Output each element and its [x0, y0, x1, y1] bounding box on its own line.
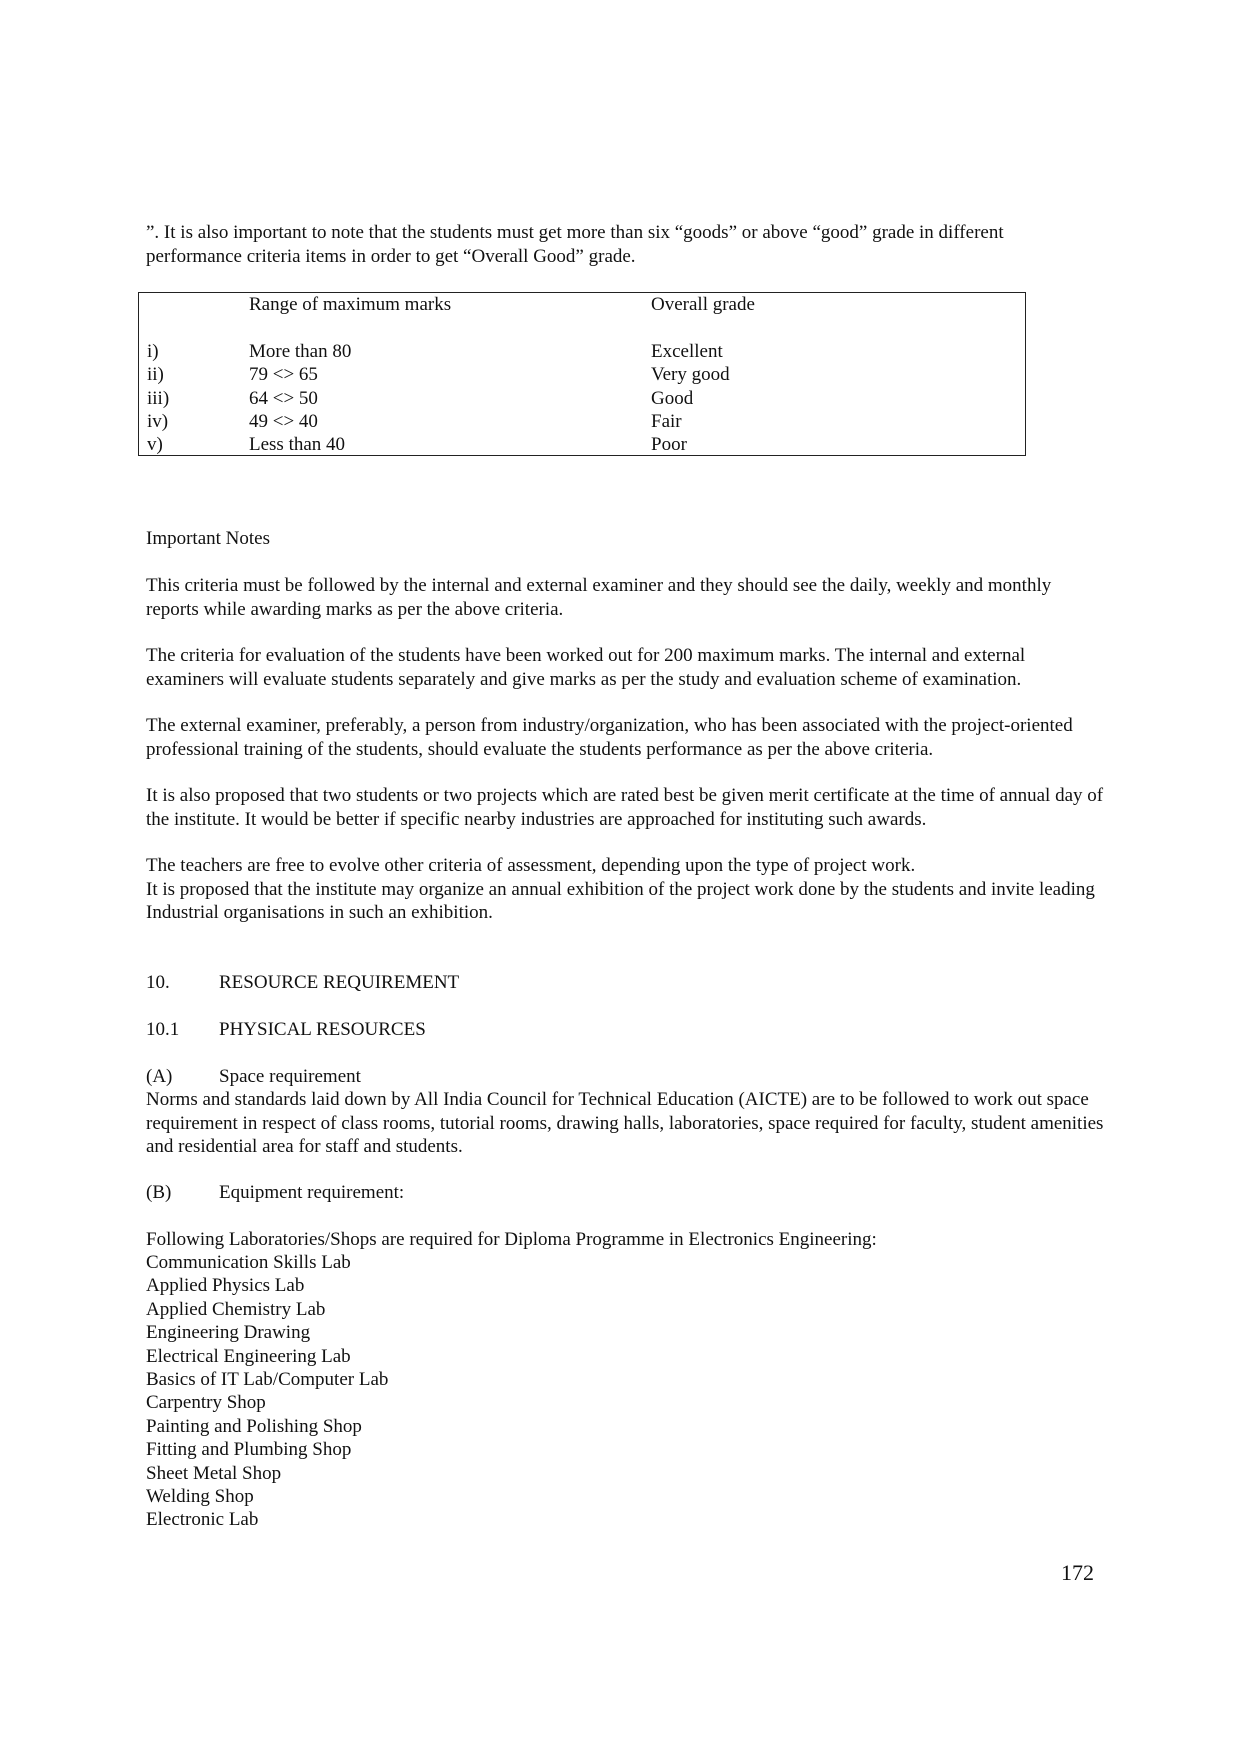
grade-row-number: iii)	[147, 388, 170, 409]
space-requirement-text: Norms and standards laid down by All India Council for Technical Education (AICTE) are to be followed to work out space requirement in respect of class rooms, tutorial rooms, drawing halls, laboratories, space required for faculty, student amenities and residential area for staff and students.	[146, 1089, 1104, 1157]
item-b-label: (B)	[146, 1182, 172, 1203]
item-b-title: Equipment requirement:	[219, 1182, 405, 1203]
intro-paragraph: ”. It is also important to note that the students must get more than six “goods” or above “good” grade in different performance criteria items in order to get “Overall Good” grade.	[146, 222, 1004, 267]
grade-row-range: 64 <> 50	[249, 388, 318, 409]
item-a-heading	[146, 1065, 361, 1089]
item-a-title: Space requirement	[219, 1066, 361, 1087]
list-item: Engineering Drawing	[146, 1322, 311, 1344]
section-number: 10.	[146, 972, 170, 993]
grade-row-grade: Fair	[651, 411, 682, 432]
list-item: Electronic Lab	[146, 1509, 259, 1531]
grade-row-grade: Excellent	[651, 341, 723, 362]
grade-row-range: 49 <> 40	[249, 411, 318, 432]
subsection-number: 10.1	[146, 1019, 180, 1040]
note-paragraph-block	[146, 854, 1106, 925]
note-paragraph: This criteria must be followed by the internal and external examiner and they should see the daily, weekly and monthly reports while awarding marks as per the above criteria.	[146, 575, 1052, 620]
list-item: Sheet Metal Shop	[146, 1462, 282, 1484]
item-b-heading	[146, 1181, 404, 1205]
grade-row-number: iv)	[147, 411, 169, 432]
grade-table-header-range: Range of maximum marks	[249, 294, 452, 315]
section-heading	[146, 971, 459, 995]
list-item: Basics of IT Lab/Computer Lab	[146, 1368, 389, 1390]
list-item: Applied Physics Lab	[146, 1275, 305, 1297]
list-item: Communication Skills Lab	[146, 1252, 351, 1273]
list-item: Applied Chemistry Lab	[146, 1298, 326, 1320]
labs-list	[146, 1251, 388, 1532]
list-item: Painting and Polishing Shop	[146, 1415, 362, 1437]
note-paragraph: The teachers are free to evolve other criteria of assessment, depending upon the type of project work.	[146, 855, 916, 876]
section-title: RESOURCE REQUIREMENT	[219, 972, 460, 993]
grade-row-grade: Poor	[651, 434, 687, 455]
grade-row-range: 79 <> 65	[249, 364, 318, 385]
note-paragraph: It is also proposed that two students or two projects which are rated best be given merit certificate at the time of annual day of the institute. It would be better if specific nearby industries are approached for instituting such awards.	[146, 785, 1104, 830]
grade-row-grade: Good	[651, 388, 694, 409]
grade-row-number: i)	[147, 341, 159, 362]
list-item: Welding Shop	[146, 1485, 254, 1507]
list-item: Fitting and Plumbing Shop	[146, 1439, 352, 1461]
list-item: Electrical Engineering Lab	[146, 1345, 351, 1367]
subsection-title: PHYSICAL RESOURCES	[219, 1019, 426, 1040]
page-number: 172	[1061, 1560, 1094, 1585]
grade-row-grade: Very good	[651, 364, 730, 385]
labs-intro: Following Laboratories/Shops are required for Diploma Programme in Electronics Engineering:	[146, 1229, 877, 1250]
grade-table	[138, 292, 1026, 456]
note-paragraph: It is proposed that the institute may organize an annual exhibition of the project work done by the students and invite leading Industrial organisations in such an exhibition.	[146, 878, 1095, 923]
important-notes-title: Important Notes	[146, 528, 271, 549]
note-paragraph: The external examiner, preferably, a person from industry/organization, who has been associated with the project-oriented professional training of the students, should evaluate the students performance as per the above criteria.	[146, 715, 1073, 760]
grade-row-number: v)	[147, 434, 163, 455]
list-item: Carpentry Shop	[146, 1392, 266, 1414]
grade-row-range: Less than 40	[249, 434, 346, 455]
note-paragraph: The criteria for evaluation of the students have been worked out for 200 maximum marks. The internal and external examiners will evaluate students separately and give marks as per the study and evaluation scheme of examination.	[146, 645, 1026, 690]
grade-row-number: ii)	[147, 364, 164, 385]
grade-row-range: More than 80	[249, 341, 352, 362]
subsection-heading	[146, 1018, 426, 1042]
grade-table-header-grade: Overall grade	[651, 294, 755, 315]
item-a-label: (A)	[146, 1066, 173, 1087]
